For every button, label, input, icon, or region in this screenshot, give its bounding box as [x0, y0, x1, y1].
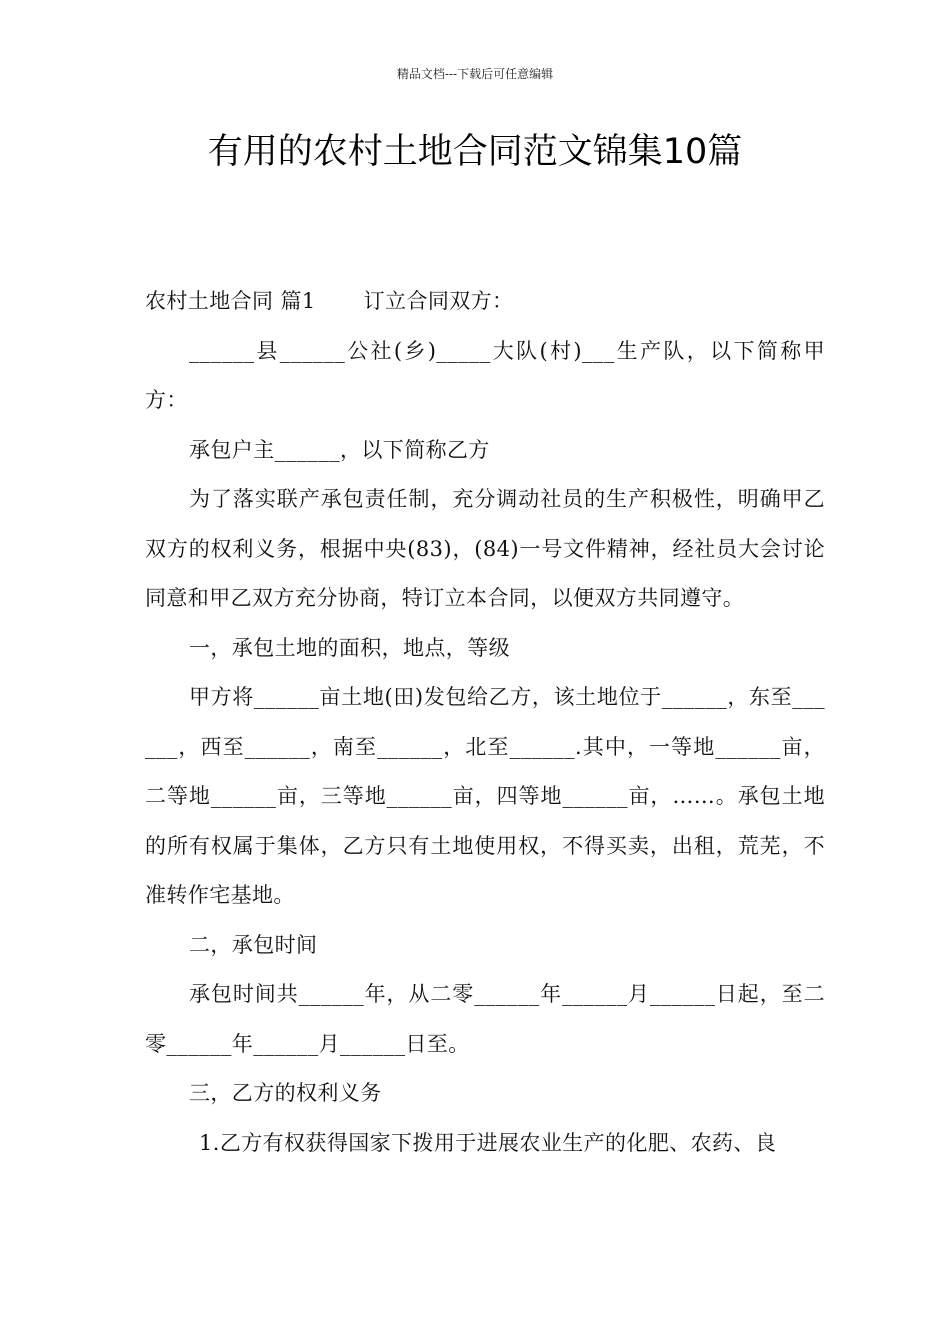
- paragraph-party-b: 承包户主______，以下简称乙方: [189, 437, 490, 462]
- paragraph-purpose: 为了落实联产承包责任制，充分调动社员的生产积极性，明确甲乙双方的权利义务，根据中央(83)，(84)一号文件精神，经社员大会讨论同意和甲乙双方充分协商，特订立本合同，以便双方共同遵守。: [145, 487, 825, 610]
- section-heading-land: 一，承包土地的面积，地点，等级: [189, 635, 510, 660]
- paragraph-land-details: 甲方将______亩土地(田)发包给乙方，该土地位于______，东至______，西至______，南至______，北至______.其中，一等地______亩，二等地______亩，三等地______亩，四等地______亩，……。承包土地的所有权属于集体，乙方只有土地使用权，不得买卖，出租，荒芜，不准转作宅基地。: [145, 685, 825, 907]
- paragraph-term-details: 承包时间共______年，从二零______年______月______日起，至二零______年______月______日至。: [145, 982, 825, 1056]
- section-heading-term: 二，承包时间: [189, 932, 318, 957]
- intro-line: [145, 277, 825, 327]
- paragraph-party-a: ______县______公社(乡)_____大队(村)___生产队，以下简称甲方：: [145, 338, 825, 412]
- section-label: 农村土地合同 篇1: [145, 289, 316, 313]
- paragraph-rights-1: 1.乙方有权获得国家下拨用于进展农业生产的化肥、农药、良: [199, 1130, 777, 1155]
- document-title: 有用的农村土地合同范文锦集10篇: [207, 132, 743, 172]
- parties-label: 订立合同双方：: [363, 289, 514, 313]
- contract-body: [145, 277, 825, 1168]
- header-note: 精品文档---下载后可任意编辑: [396, 67, 554, 81]
- section-heading-rights: 三，乙方的权利义务: [189, 1081, 382, 1105]
